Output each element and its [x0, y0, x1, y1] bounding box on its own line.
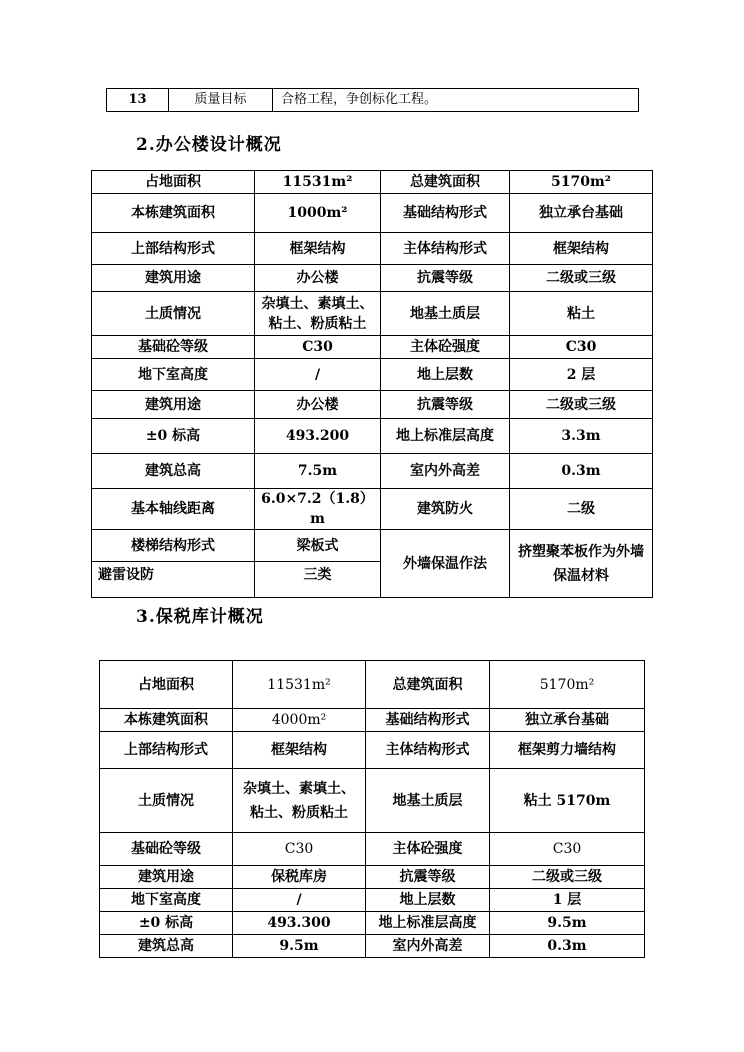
- cell: 9.5m: [490, 912, 645, 935]
- cell: 杂填土、素填土、粘土、粉质粘土: [255, 292, 381, 336]
- table-row: [92, 265, 653, 292]
- cell: 抗震等级: [381, 391, 510, 419]
- cell: 二级或三级: [510, 265, 653, 292]
- cell: 地下室高度: [100, 889, 233, 912]
- table-row: [100, 661, 645, 709]
- cell: 地上层数: [366, 889, 490, 912]
- cell: ±0 标高: [92, 419, 255, 454]
- table-row: [100, 833, 645, 866]
- cell: 地基土质层: [381, 292, 510, 336]
- cell: 保税库房: [233, 866, 366, 889]
- office-building-table: [91, 170, 653, 598]
- cell: 办公楼: [255, 391, 381, 419]
- cell: 占地面积: [100, 661, 233, 709]
- table-row: [100, 935, 645, 958]
- cell: 基础结构形式: [381, 194, 510, 233]
- cell: 粘土: [510, 292, 653, 336]
- cell: 493.300: [233, 912, 366, 935]
- cell: 土质情况: [100, 769, 233, 833]
- cell: 主体砼强度: [366, 833, 490, 866]
- cell: 地上标准层高度: [381, 419, 510, 454]
- cell: 建筑防火: [381, 489, 510, 530]
- section3-heading: 3.保税库计概况: [136, 607, 264, 627]
- cell: 主体结构形式: [366, 732, 490, 769]
- cell: 基础结构形式: [366, 709, 490, 732]
- cell: 5170m²: [510, 171, 653, 194]
- bonded-warehouse-table: [99, 660, 645, 958]
- cell: 地上层数: [381, 359, 510, 391]
- cell: 主体结构形式: [381, 233, 510, 265]
- table-row: [107, 89, 639, 112]
- cell: 总建筑面积: [381, 171, 510, 194]
- cell: 地基土质层: [366, 769, 490, 833]
- cell: C30: [233, 833, 366, 866]
- table-row: [92, 530, 653, 562]
- cell: 上部结构形式: [92, 233, 255, 265]
- cell: 独立承台基础: [490, 709, 645, 732]
- cell: 9.5m: [233, 935, 366, 958]
- cell: 11531m²: [233, 661, 366, 709]
- cell: C30: [255, 336, 381, 359]
- cell: 3.3m: [510, 419, 653, 454]
- cell: C30: [510, 336, 653, 359]
- cell: 本栋建筑面积: [92, 194, 255, 233]
- cell: 主体砼强度: [381, 336, 510, 359]
- table-row: [92, 359, 653, 391]
- cell: 二级或三级: [510, 391, 653, 419]
- cell: 总建筑面积: [366, 661, 490, 709]
- cell: 三类: [255, 562, 381, 598]
- cell: 地上标准层高度: [366, 912, 490, 935]
- cell: 建筑用途: [92, 391, 255, 419]
- table-row: [100, 912, 645, 935]
- cell: 上部结构形式: [100, 732, 233, 769]
- table-row: [92, 391, 653, 419]
- table-row: [100, 769, 645, 833]
- cell: 0.3m: [490, 935, 645, 958]
- cell: 占地面积: [92, 171, 255, 194]
- cell: 4000m²: [233, 709, 366, 732]
- cell: 外墙保温作法: [381, 530, 510, 598]
- cell: 框架结构: [255, 233, 381, 265]
- cell: 0.3m: [510, 454, 653, 489]
- cell: /: [233, 889, 366, 912]
- cell: C30: [490, 833, 645, 866]
- cell: 梁板式: [255, 530, 381, 562]
- cell: 楼梯结构形式: [92, 530, 255, 562]
- cell: 粘土 5170m: [490, 769, 645, 833]
- cell: 二级或三级: [490, 866, 645, 889]
- table-row: [92, 233, 653, 265]
- cell: 框架结构: [510, 233, 653, 265]
- table-row: [100, 889, 645, 912]
- cell: 建筑总高: [92, 454, 255, 489]
- table-row: [92, 171, 653, 194]
- cell: 493.200: [255, 419, 381, 454]
- cell: 2 层: [510, 359, 653, 391]
- cell: 框架剪力墙结构: [490, 732, 645, 769]
- cell: ±0 标高: [100, 912, 233, 935]
- table-row: [92, 454, 653, 489]
- table-row: [100, 732, 645, 769]
- cell: 建筑用途: [100, 866, 233, 889]
- cell: 5170m²: [490, 661, 645, 709]
- quality-target-table: [106, 88, 639, 112]
- table-row: [92, 489, 653, 530]
- cell: 建筑总高: [100, 935, 233, 958]
- cell: /: [255, 359, 381, 391]
- cell: 办公楼: [255, 265, 381, 292]
- section2-heading: 2.办公楼设计概况: [136, 135, 282, 155]
- cell: 基础砼等级: [100, 833, 233, 866]
- table-row: [92, 336, 653, 359]
- cell: 室内外高差: [366, 935, 490, 958]
- row-number: 13: [107, 89, 169, 112]
- row-item: 质量目标: [169, 89, 273, 112]
- table-row: [100, 866, 645, 889]
- cell: 避雷设防: [92, 562, 255, 598]
- cell: 土质情况: [92, 292, 255, 336]
- cell: 挤塑聚苯板作为外墙保温材料: [510, 530, 653, 598]
- cell: 1000m²: [255, 194, 381, 233]
- cell: 抗震等级: [366, 866, 490, 889]
- table-row: [100, 709, 645, 732]
- cell: 11531m²: [255, 171, 381, 194]
- cell: 杂填土、素填土、粘土、粉质粘土: [233, 769, 366, 833]
- cell: 室内外高差: [381, 454, 510, 489]
- cell: 地下室高度: [92, 359, 255, 391]
- cell: 7.5m: [255, 454, 381, 489]
- row-value: 合格工程，争创标化工程。: [273, 89, 639, 112]
- table-row: [92, 292, 653, 336]
- cell: 抗震等级: [381, 265, 510, 292]
- cell: 框架结构: [233, 732, 366, 769]
- cell: 基础砼等级: [92, 336, 255, 359]
- cell: 本栋建筑面积: [100, 709, 233, 732]
- table-row: [92, 419, 653, 454]
- cell: 二级: [510, 489, 653, 530]
- cell: 基本轴线距离: [92, 489, 255, 530]
- cell: 1 层: [490, 889, 645, 912]
- table-row: [92, 194, 653, 233]
- cell: 建筑用途: [92, 265, 255, 292]
- cell: 独立承台基础: [510, 194, 653, 233]
- cell: 6.0×7.2（1.8）m: [255, 489, 381, 530]
